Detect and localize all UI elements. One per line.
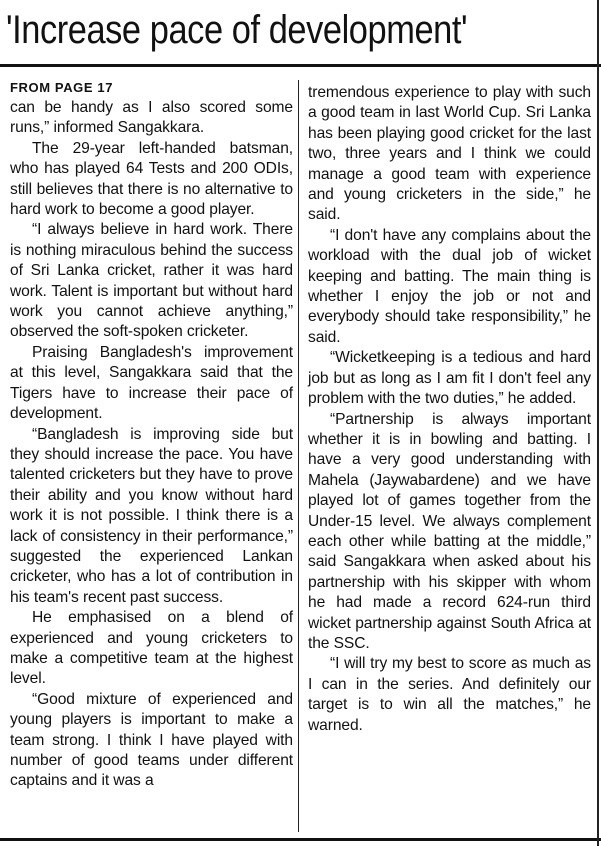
article-paragraph: tremendous experience to play with such a good team in last World Cup. Sri Lanka has been playing good cricket for the last two, three years and I think we could manage a good team with experience and young cricketers in the side,” he said.: [308, 84, 591, 224]
bottom-rule: [0, 838, 601, 841]
article-paragraph: can be handy as I also scored some runs,” informed Sangakkara.: [10, 99, 293, 137]
article-column-right: [308, 83, 591, 736]
article-paragraph: “Good mixture of experienced and young players is important to make a team strong. I think I have played with number of good teams under different captains and it was a: [10, 690, 293, 790]
article-paragraph: “Wicketkeeping is a tedious and hard job but as long as I am fit I don't feel any problem with the two duties,” he added.: [308, 349, 591, 408]
continued-from-label: FROM PAGE 17: [10, 80, 114, 95]
headline-rule: [0, 64, 601, 67]
article-paragraph: “I will try my best to score as much as I can in the series. And definitely our target is to win all the matches,” he warned.: [308, 655, 591, 734]
article-paragraph: “I always believe in hard work. There is nothing miraculous behind the success of Sri Lanka cricket, rather it was hard work. Talent is important but without hard work you cannot achieve anything,” observed the soft-spoken cricketer.: [10, 221, 293, 341]
headline: 'Increase pace of development': [6, 8, 468, 52]
article-paragraph: “Bangladesh is improving side but they should increase the pace. You have talented cricketers but they have to prove their ability and you know without hard work it is not possible. I think there is a lack of consistency in their performance,” suggested the experienced Lankan cricketer, who has a lot of contribution in his team's recent past success.: [10, 425, 293, 606]
article-column-left: [10, 80, 293, 792]
article-paragraph: The 29-year left-handed batsman, who has played 64 Tests and 200 ODIs, still believes that there is no alternative to hard work to become a good player.: [10, 139, 293, 219]
article-paragraph: “Partnership is always important whether it is in bowling and batting. I have a very good understanding with Mahela (Jaywabardene) and we have played lot of games together from the Under-15 level. We always complement each other while batting at the middle,” said Sangakkara when asked about his partnership with his skipper with whom he had made a record 624-run third wicket partnership against South Africa at the SSC.: [308, 410, 591, 652]
column-divider: [298, 80, 299, 832]
article-paragraph: He emphasised on a blend of experienced and young cricketers to make a competitive team at the highest level.: [10, 609, 293, 688]
article-paragraph: Praising Bangladesh's improvement at this level, Sangakkara said that the Tigers have to increase their pace of development.: [10, 343, 293, 423]
article-paragraph: “I don't have any complains about the workload with the dual job of wicket keeping and batting. The main thing is whether I enjoy the job or not and everybody should take responsibility,” he said.: [308, 226, 591, 346]
page-edge-rule: [597, 0, 599, 846]
